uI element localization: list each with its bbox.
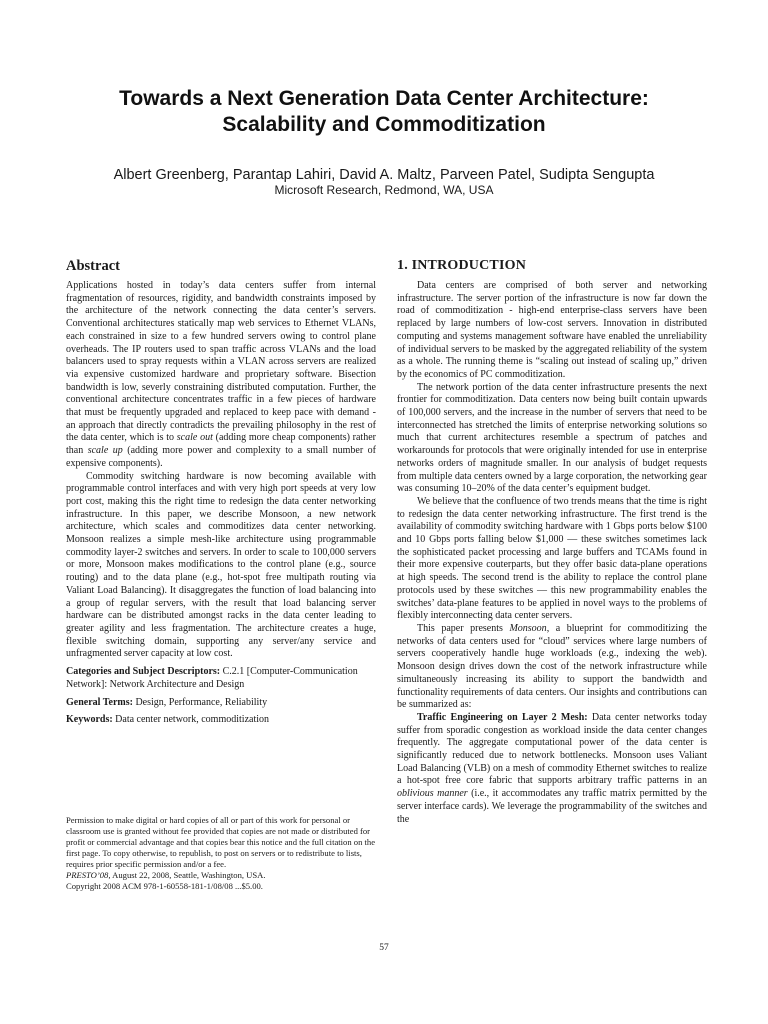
abstract-heading: Abstract (66, 258, 120, 274)
abstract-p1-text-c: (adding more power and complexity to a small number of expensive components). (66, 445, 376, 469)
venue-name: PRESTO’08, (66, 870, 111, 880)
categories-line (66, 666, 376, 691)
page-number: 57 (379, 943, 389, 953)
categories-text: C.2.1 [Computer-Communication Network]: Network Architecture and Design (66, 666, 358, 690)
right-column (397, 255, 707, 826)
author-list: Albert Greenberg, Parantap Lahiri, David A. Maltz, Parveen Patel, Sudipta Sengupta (113, 167, 655, 183)
abstract-paragraph-2: Commodity switching hardware is now becoming available with programmable control interfaces and with very high port speeds at very low port cost, making this the right time to redesign the data center networking infrastructure. In this paper, we describe Monsoon, a new network architecture, which scales and commoditizes data center networking. Monsoon realizes a simple mesh-like architecture using programmable commodity layer-2 switches and servers. In order to scale to 100,000 servers or more, Monsoon makes modifications to the control plane (e.g., source routing) and to the data plane (e.g., hot-spot free multipath routing via Valiant Load Balancing). It disaggregates the function of load balancing into a group of regular servers, with the result that load balancing server hardware can be distributed amongst racks in the data center leading to greater agility and less fragmentation. The architecture creates a huge, flexible switching domain, supporting any server/any service and unfragmented server capacity at low cost. (66, 470, 376, 660)
general-terms-line (66, 697, 376, 710)
keywords-text: Data center network, commoditization (112, 714, 270, 726)
intro-paragraph-1: Data centers are comprised of both server and networking infrastructure. The server portion of the infrastructure is now far down the road of commoditization - high-end enterprise-class servers have been replaced by large numbers of low-cost servers. Innovation in distributed computing and systems management software have enabled the unreliability of individual servers to be masked by the aggregated reliability of the system as a whole. The running theme is “scaling out instead of scaling up,” driven by the economics of PC commoditization. (397, 280, 707, 380)
abstract-paragraph-1 (66, 280, 376, 471)
permission-notice (66, 815, 376, 892)
abstract-p1-text-a: Applications hosted in today’s data centers suffer from internal fragmentation of resources, rigidity, and bandwidth constraints imposed by the architecture of the network connecting the data center’s servers. Conventional architectures statically map web services to Ethernet VLANs, each constrained in size to a few hundred servers owing to control plane overheads. The IP routers used to span traffic across VLANs and the load balancers used to spray requests within a VLAN across servers are realized via expensive customized hardware and proprietary software. Bisection bandwidth is low, severly constraining distributed computation. Further, the conventional architecture concentrates traffic in a few pieces of hardware that must be frequently upgraded and replaced to keep pace with demand - an approach that directly contradicts the prevailing philosophy in the rest of the data center, which is to (66, 280, 376, 444)
intro-paragraph-5 (397, 712, 707, 826)
title-line-2: Scalability and Commoditization (222, 113, 546, 136)
traffic-engineering-label: Traffic Engineering on Layer 2 Mesh: (417, 711, 588, 723)
general-terms-text: Design, Performance, Reliability (132, 696, 268, 708)
intro-p5-text-a: Data center networks today suffer from sporadic congestion as workload inside the data center changes frequently. The aggregate computational power of the data center is significantly reduced due to network bottlenecks. Monsoon uses Valiant Load Balancing (VLB) on a mesh of commodity Ethernet switches to realize a hot-spot free core fabric that supports arbitrary traffic patterns in an (397, 711, 707, 787)
monsoon-name: Monsoon (509, 622, 547, 634)
keywords-line (66, 714, 376, 727)
abstract-p1-emphasis-1: scale out (176, 432, 213, 444)
affiliation: Microsoft Research, Redmond, WA, USA (274, 183, 494, 197)
intro-paragraph-4 (397, 623, 707, 712)
general-terms-label: General Terms: (66, 696, 133, 708)
left-column (66, 255, 376, 727)
venue-line (66, 870, 376, 881)
intro-p5-text-b: (i.e., it accommodates any traffic matrix permitted by the server interface cards). We leverage the programmability of the switches and the (397, 788, 707, 825)
categories-label: Categories and Subject Descriptors: (66, 666, 221, 678)
intro-p4-text-b: , a blueprint for commoditizing the networks of data centers used for “cloud” services where large numbers of servers cooperatively handle huge workloads (e.g., indexing the web). Monsoon design drives down the cost of the network infrastructure while simultaneously increasing its ability to support the bandwidth and functionality requirements of data centers. Our insights and contributions can be summarized as: (397, 622, 707, 711)
oblivious-manner-emphasis: oblivious manner (397, 788, 468, 800)
keywords-label: Keywords: (66, 714, 113, 726)
paper-title (40, 86, 728, 138)
venue-details: August 22, 2008, Seattle, Washington, USA. (110, 870, 266, 880)
copyright-line: Copyright 2008 ACM 978-1-60558-181-1/08/08 ...$5.00. (66, 881, 263, 891)
intro-p4-text-a: This paper presents (417, 622, 510, 634)
abstract-p1-emphasis-2: scale up (87, 445, 123, 457)
introduction-heading: 1. INTRODUCTION (397, 258, 527, 273)
title-line-1: Towards a Next Generation Data Center Architecture: (119, 87, 649, 110)
intro-paragraph-2: The network portion of the data center infrastructure presents the next frontier for commoditization. Data centers now being built contain upwards of 100,000 servers, and the increase in the number of servers that need to be interconnected has stretched the limits of enterprise networking solutions so much that current architectures resemble a spectrum of patches and workarounds for protocols that were originally intended for use in enterprise networks orders of magnitude smaller. In our analysis of budget requests from multiple data centers owned by a large corporation, the networking gear was consuming 10–20% of the data center’s equipment budget. (397, 381, 707, 495)
abstract-p1-text-b: (adding more cheap components) rather than (66, 432, 376, 457)
intro-paragraph-3: We believe that the confluence of two trends means that the time is right to redesign the data center networking infrastructure. The first trend is the availability of commodity switching hardware with 1 Gbps ports below $100 and 10 Gbps ports falling below $1,000 — these switches sometimes lack the sophisticated packet processing and large buffers and TCAMs found in their more expensive couterparts, but they offer basic data-plane operations at high speeds. The second trend is the ability to replace the control plane protocols used by these switches — this new programmability enables the switches’ data-plane features to be applied in novel ways to the problems of flexibly interconnecting data center servers. (397, 495, 707, 622)
permission-text: Permission to make digital or hard copies of all or part of this work for personal or classroom use is granted without fee provided that copies are not made or distributed for profit or commercial advantage and that copies bear this notice and the full citation on the first page. To copy otherwise, to republish, to post on servers or to redistribute to lists, requires prior specific permission and/or a fee. (66, 815, 376, 869)
